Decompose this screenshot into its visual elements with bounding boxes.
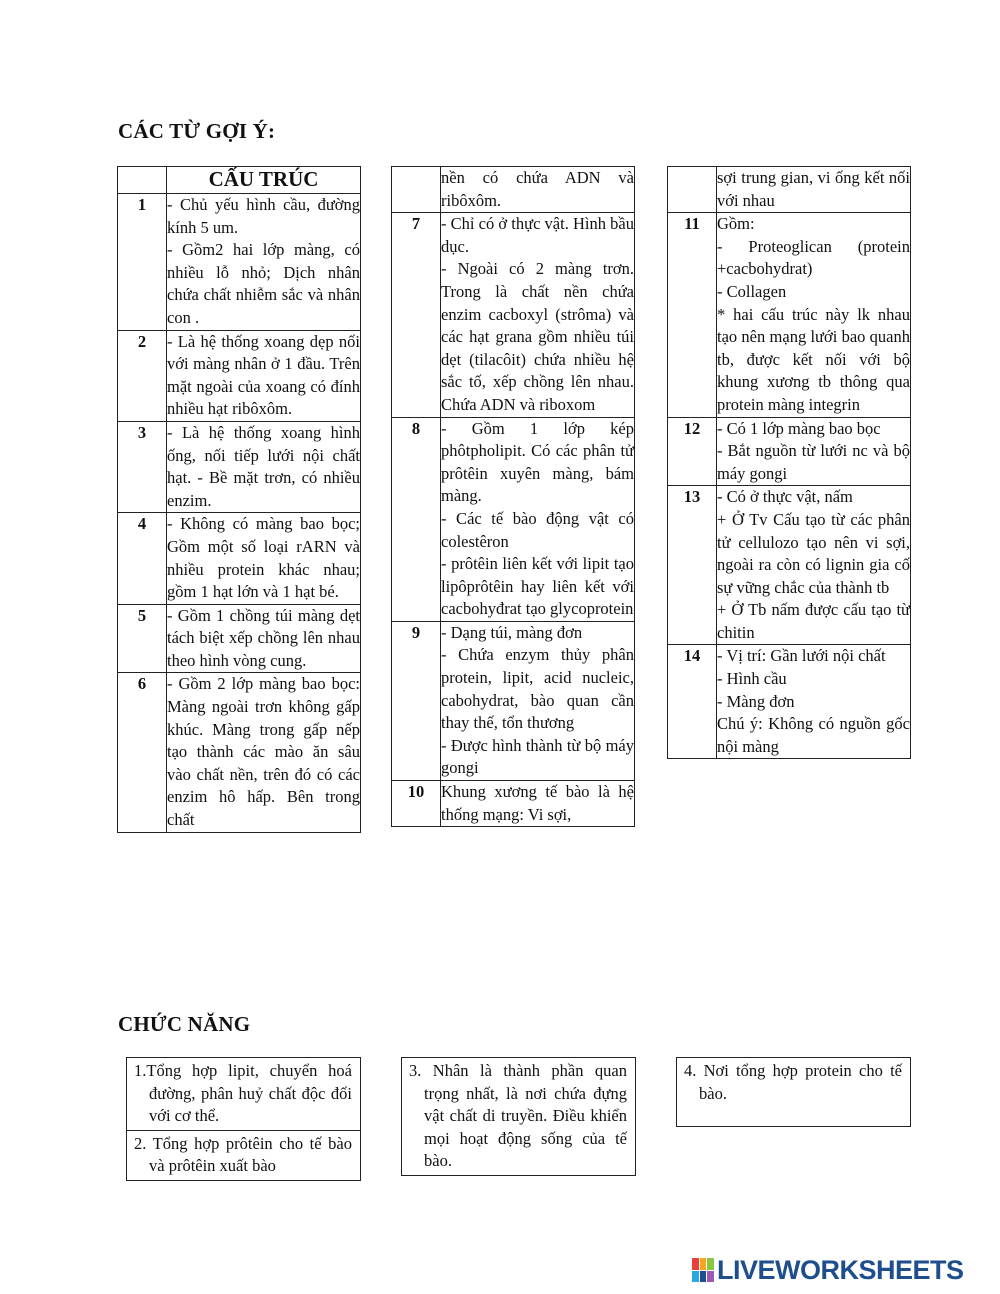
logo-blocks-icon: [692, 1258, 714, 1282]
description-line: + Ở Tb nấm được cấu tạo từ chitin: [717, 600, 910, 642]
description-line: Gồm:: [717, 214, 755, 234]
table-row: [118, 421, 361, 512]
table-row: [392, 417, 635, 621]
row-number: 1: [118, 194, 167, 331]
description-line: sợi trung gian, vi ống kết nối với nhau: [717, 168, 910, 210]
row-description: [167, 604, 361, 673]
row-number: [392, 167, 441, 213]
table-row: [668, 486, 911, 645]
description-line: - Dạng túi, màng đơn: [441, 622, 583, 642]
heading-suggested-words: CÁC TỪ GỢI Ý:: [118, 119, 276, 143]
row-description: [167, 194, 361, 331]
table-row: [118, 194, 361, 331]
table-row: [668, 167, 911, 213]
table-row: [118, 330, 361, 421]
row-number: 10: [392, 781, 441, 827]
row-description: [717, 486, 911, 645]
description-line: - Proteoglican (protein +cacbohydrat): [717, 236, 910, 279]
row-number: 14: [668, 645, 717, 759]
description-line: - Là hệ thống xoang hình ống, nối tiếp lưới nội chất hạt. - Bề mặt trơn, có nhiều enzim.: [167, 422, 360, 510]
description-line: - Gồm2 hai lớp màng, có nhiều lỗ nhỏ; Dịch nhân chứa chất nhiễm sắc và nhân con .: [167, 240, 360, 327]
row-description: [167, 421, 361, 512]
row-number: [668, 167, 717, 213]
table-row: [118, 604, 361, 673]
row-number: 11: [668, 213, 717, 417]
function-box-3: [676, 1057, 911, 1127]
description-line: - Không có màng bao bọc; Gồm một số loại rARN và nhiều protein khác nhau; gồm 1 hạt lớn và 1 hạt bé.: [167, 514, 360, 602]
description-line: - Bắt nguồn từ lưới nc và bộ máy gongi: [717, 441, 910, 483]
row-description: [717, 213, 911, 417]
function-box-1: [126, 1057, 361, 1181]
table-row: [668, 417, 911, 486]
description-line: - prôtêin liên kết với lipit tạo lipôprôtêin hay liên kết với cacbohyđrat tạo glycoprotein: [441, 554, 634, 619]
heading-functions: CHỨC NĂNG: [118, 1012, 251, 1036]
row-number: 4: [118, 513, 167, 604]
row-description: [441, 417, 635, 621]
row-number: 9: [392, 621, 441, 780]
row-number: 13: [668, 486, 717, 645]
row-number: 5: [118, 604, 167, 673]
description-line: - Chỉ có ở thực vật. Hình bầu dục.: [441, 214, 634, 256]
description-line: - Gồm 2 lớp màng bao bọc: Màng ngoài trơn không gấp khúc. Màng trong gấp nếp tạo thành các mào ăn sâu vào chất nền, trên đó có các enzim hô hấp. Bên trong chất: [167, 674, 360, 830]
description-line: - Gồm 1 chồng túi màng dẹt tách biệt xếp chồng lên nhau theo hình vòng cung.: [167, 605, 360, 670]
row-description: [167, 330, 361, 421]
structure-header: CẤU TRÚC: [167, 167, 361, 194]
row-number: 3: [118, 421, 167, 512]
description-line: - Có 1 lớp màng bao bọc: [717, 418, 881, 438]
row-description: [441, 167, 635, 213]
logo-block: [707, 1271, 714, 1283]
row-number: 8: [392, 417, 441, 621]
description-line: - Gồm 1 lớp kép phôtpholipit. Có các phân tử prôtêin xuyên màng, bám màng.: [441, 418, 634, 506]
logo-block: [692, 1258, 699, 1270]
description-line: Khung xương tế bào là hệ thống mạng: Vi sợi,: [441, 782, 634, 824]
liveworksheets-logo: [692, 1256, 964, 1284]
logo-text: LIVEWORKSHEETS: [717, 1254, 964, 1285]
description-line: - Vị trí: Gần lưới nội chất: [717, 646, 886, 666]
description-line: * hai cấu trúc này lk nhau tạo nên mạng lưới bao quanh tb, được kết nối với bộ khung xương tb thông qua protein màng integrin: [717, 304, 910, 414]
table-row: [118, 673, 361, 832]
logo-block: [700, 1271, 707, 1283]
description-line: - Hình cầu: [717, 669, 787, 689]
table-row: [668, 645, 911, 759]
description-line: - Chủ yếu hình cầu, đường kính 5 um.: [167, 195, 360, 237]
row-description: [167, 513, 361, 604]
table-row: [392, 213, 635, 417]
structure-table-2: [391, 166, 635, 827]
description-line: - Chứa enzym thủy phân protein, lipit, acid nucleic, cabohydrat, bào quan cần thay thế, tổn thương: [441, 645, 634, 733]
table-row: [392, 167, 635, 213]
description-line: - Ngoài có 2 màng trơn. Trong là chất nền chứa enzim cacboxyl (strôma) và các hạt grana gồm nhiều túi dẹt (tilacôit) chứa nhiều hệ sắc tố, xếp chồng lên nhau. Chứa ADN và riboxom: [441, 259, 634, 414]
row-description: [717, 167, 911, 213]
table-row: [392, 621, 635, 780]
function-item: 3. Nhân là thành phần quan trọng nhất, là nơi chứa đựng vật chất di truyền. Điều khiển mọi hoạt động sống của tế bào.: [409, 1061, 627, 1171]
description-line: + Ở Tv Cấu tạo từ các phân tử cellulozo tạo nên vi sợi, ngoài ra còn có lignin gia cố sự vững chắc của thành tb: [717, 509, 910, 597]
row-number: 2: [118, 330, 167, 421]
row-number: 7: [392, 213, 441, 417]
description-line: - Là hệ thống xoang dẹp nối với màng nhân ở 1 đầu. Trên mặt ngoài của xoang có đính nhiều hạt ribôxôm.: [167, 331, 360, 419]
description-line: - Được hình thành từ bộ máy gongi: [441, 735, 634, 778]
table-row: [392, 781, 635, 827]
row-description: [441, 621, 635, 780]
logo-block: [700, 1258, 707, 1270]
description-line: - Các tế bào động vật có colestêron: [441, 508, 634, 551]
function-item: 1.Tổng hợp lipit, chuyển hoá đường, phân huỷ chất độc đối với cơ thể.: [134, 1061, 352, 1126]
row-description: [167, 673, 361, 832]
row-description: [717, 417, 911, 486]
row-number: 6: [118, 673, 167, 832]
row-description: [717, 645, 911, 759]
description-line: - Màng đơn: [717, 691, 795, 711]
structure-table-1: [117, 166, 361, 833]
description-line: - Có ở thực vật, nấm: [717, 487, 853, 507]
description-line: nền có chứa ADN và ribôxôm.: [441, 168, 634, 210]
logo-block: [707, 1258, 714, 1270]
function-item: 2. Tổng hợp prôtêin cho tế bào và prôtêin xuất bào: [127, 1130, 360, 1180]
function-item: 4. Nơi tổng hợp protein cho tế bào.: [684, 1061, 902, 1103]
structure-table-3: [667, 166, 911, 759]
row-description: [441, 781, 635, 827]
description-line: Chú ý: Không có nguồn gốc nội màng: [717, 714, 910, 756]
row-number: 12: [668, 417, 717, 486]
description-line: - Collagen: [717, 281, 787, 301]
row-description: [441, 213, 635, 417]
logo-block: [692, 1271, 699, 1283]
function-box-2: [401, 1057, 636, 1176]
table-row: [668, 213, 911, 417]
table-row: [118, 513, 361, 604]
